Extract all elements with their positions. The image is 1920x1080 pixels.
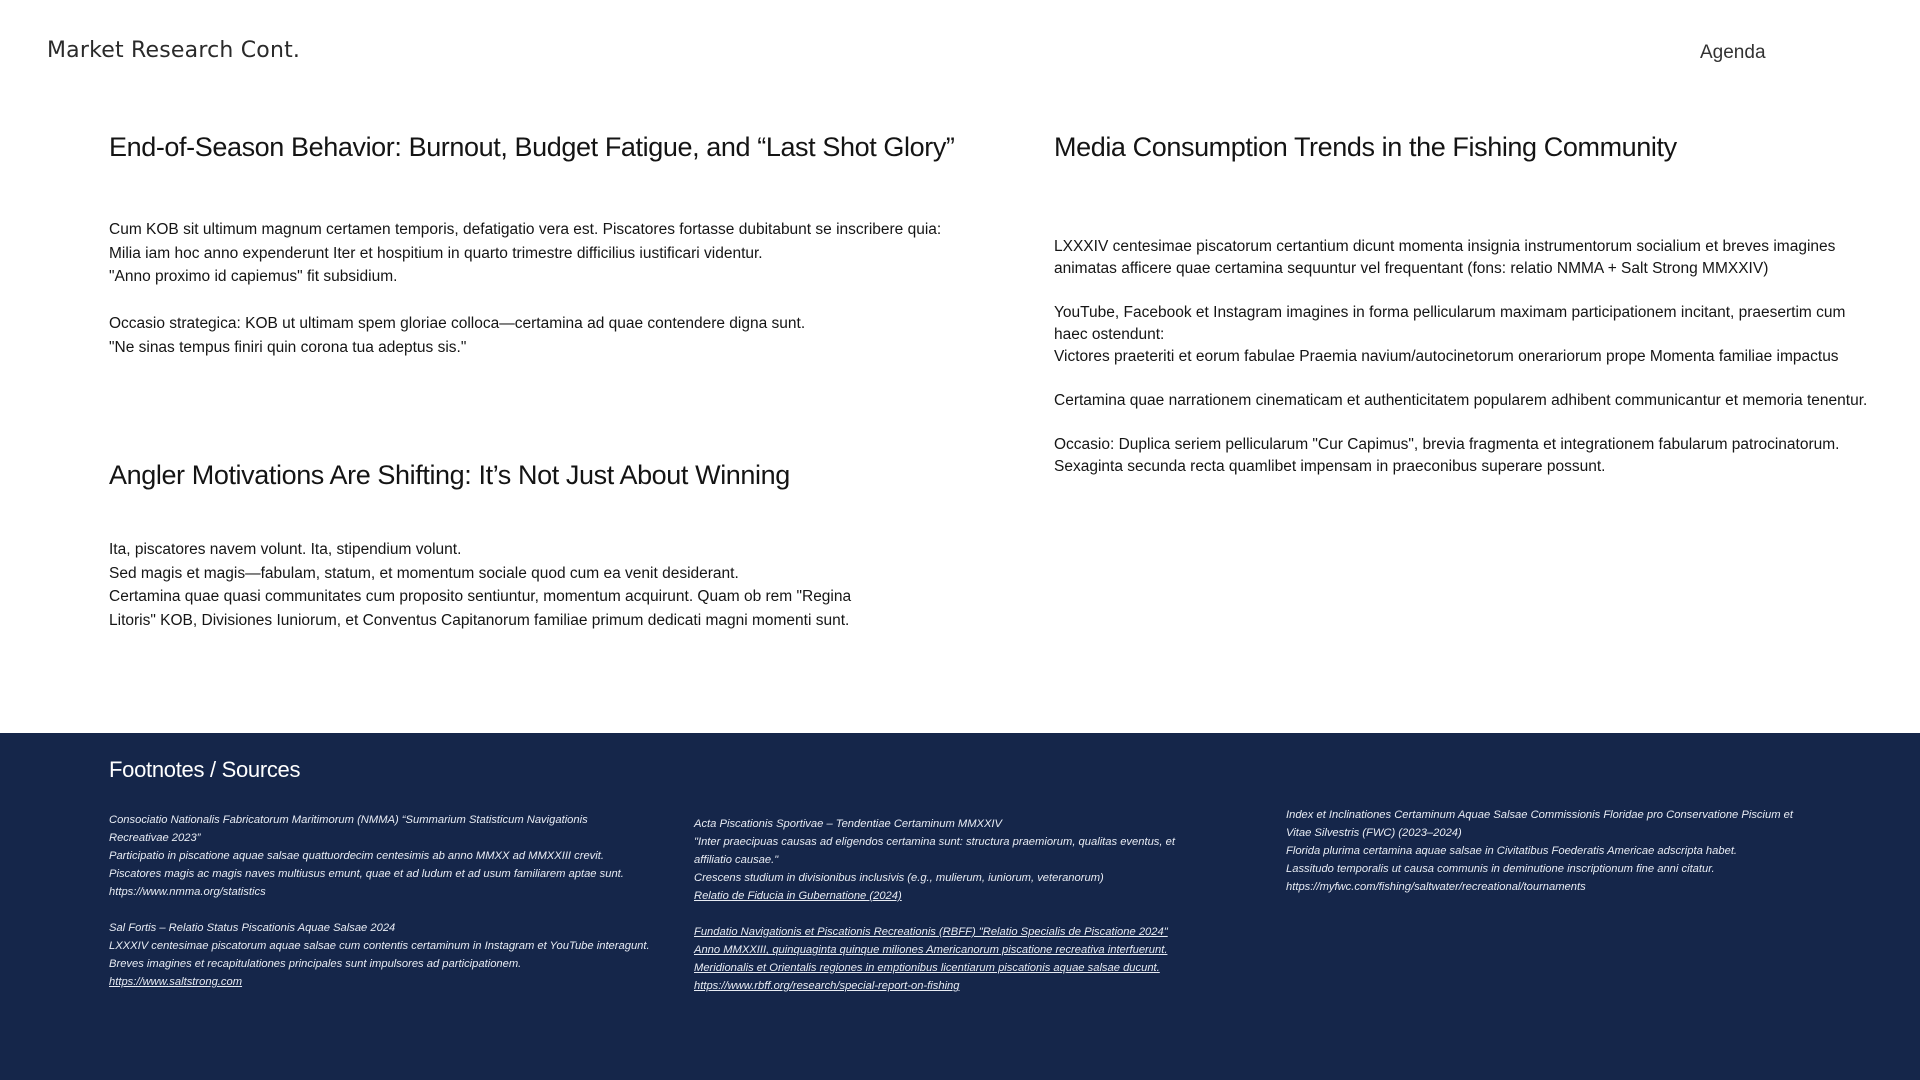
media-paragraph (1054, 302, 1884, 368)
footnote-line: "Inter praecipuas causas ad eligendos certamina sunt: structura praemiorum, qualitas eventus, et (694, 836, 1175, 848)
footnote-line: Recreativae 2023” (109, 832, 201, 844)
footnote-fwc (1286, 806, 1886, 896)
footnote-sport-fishing (694, 815, 1254, 905)
body-line: Victores praeteriti et eorum fabulae Praemia navium/autocinetorum onerariorum prope Momenta familiae impactus (1054, 348, 1839, 365)
footnote-line: Participatio in piscatione aquae salsae quattuordecim centesimis ab anno MMXX ad MMXXIII crevit. (109, 850, 604, 862)
body-line: Milia iam hoc anno expenderunt Iter et hospitium in quarto trimestre difficilius iustificari videntur. (109, 244, 763, 262)
media-paragraph (1054, 434, 1884, 478)
body-line: Certamina quae narrationem cinematicam et authenticitatem popularem adhibent communicantur et memoria tenentur. (1054, 392, 1868, 409)
motivations-body (109, 538, 949, 632)
footnote-line: Piscatores magis ac magis naves multiusus emunt, quae et ad ludum et ad usum familiarem aptae sunt. (109, 868, 624, 880)
end-season-paragraph (109, 218, 949, 289)
media-body (1054, 236, 1884, 478)
body-line: Ita, piscatores navem volunt. Ita, stipendium volunt. (109, 541, 462, 558)
footnotes-title: Footnotes / Sources (109, 757, 301, 782)
saltstrong-link[interactable]: https://www.saltstrong.com (109, 976, 243, 988)
footnotes-column-2 (694, 815, 1254, 995)
footnote-line: Crescens studium in divisionibus inclusivis (e.g., mulierum, iuniorum, veteranorum) (694, 872, 1104, 884)
footnote-line: Acta Piscationis Sportivae – Tendentiae Certaminum MMXXIV (694, 818, 1003, 830)
body-line: Cum KOB sit ultimum magnum certamen temporis, defatigatio vera est. Piscatores fortasse dubitabunt se inscribere quia: (109, 221, 942, 238)
footnote-line: Breves imagines et recapitulationes principales sunt impulsores ad participationem. (109, 958, 522, 970)
footnote-saltstrong (109, 919, 669, 991)
body-line: Litoris" KOB, Divisiones Iuniorum, et Conventus Capitanorum familiae primum dedicati magni momenti sunt. (109, 611, 850, 629)
footnote-line: LXXXIV centesimae piscatorum aquae salsae cum contentis certaminum in Instagram et YouTube interagunt. (109, 940, 650, 952)
body-line: LXXXIV centesimae piscatorum certantium dicunt momenta insignia instrumentorum socialium et breves imagines (1054, 238, 1836, 255)
rbff-link[interactable]: Anno MMXXIII, quinquaginta quinque miliones Americanorum piscatione recreativa interfuerunt. (694, 944, 1168, 956)
footnotes-column-3 (1286, 806, 1886, 896)
body-line: haec ostendunt: (1054, 326, 1165, 343)
footnote-line: affiliatio causae." (694, 854, 779, 866)
end-season-heading: End-of-Season Behavior: Burnout, Budget Fatigue, and “Last Shot Glory” (109, 132, 955, 162)
body-line: Sexaginta secunda recta quamlibet impensam in praeconibus superare possunt. (1054, 458, 1606, 475)
media-paragraph (1054, 390, 1884, 412)
footnote-line: Consociatio Nationalis Fabricatorum Maritimorum (NMMA) “Summarium Statisticum Navigationis (109, 814, 588, 826)
governance-report-link[interactable]: Relatio de Fiducia in Gubernatione (2024) (694, 890, 902, 902)
body-line: Occasio strategica: KOB ut ultimam spem gloriae colloca—certamina ad quae contendere digna sunt. (109, 315, 806, 332)
body-line: "Ne sinas tempus finiri quin corona tua adeptus sis." (109, 338, 467, 356)
motivations-paragraph (109, 538, 949, 632)
footnote-line: Sal Fortis – Relatio Status Piscationis Aquae Salsae 2024 (109, 922, 396, 934)
footnote-line: Lassitudo temporalis ut causa communis in deminutione inscriptionum fine anni citatur. (1286, 863, 1715, 875)
agenda-link[interactable]: Agenda (1700, 42, 1766, 63)
footnote-line: Index et Inclinationes Certaminum Aquae Salsae Commissionis Floridae pro Conservatione Piscium et (1286, 809, 1793, 821)
body-line: YouTube, Facebook et Instagram imagines in forma pellicularum maximam participationem incitant, praesertim cum (1054, 304, 1846, 321)
rbff-link[interactable]: https://www.rbff.org/research/special-report-on-fishing (694, 980, 960, 992)
end-season-body (109, 218, 949, 359)
body-line: animatas afficere quae certamina sequuntur vel frequentant (fons: relatio NMMA + Salt Strong MMXXIV) (1054, 260, 1769, 277)
footnotes-column-1 (109, 811, 669, 991)
body-line: Certamina quae quasi communitates cum proposito sentiuntur, momentum acquirunt. Quam ob rem "Regina (109, 588, 852, 605)
rbff-link[interactable]: Fundatio Navigationis et Piscationis Recreationis (RBFF) "Relatio Specialis de Piscatione 2024" (694, 926, 1168, 938)
body-line: Sed magis et magis—fabulam, statum, et momentum sociale quod cum ea venit desiderant. (109, 564, 739, 582)
footnote-line: https://www.nmma.org/statistics (109, 886, 266, 898)
footnote-rbff (694, 923, 1254, 995)
body-line: Occasio: Duplica seriem pellicularum "Cur Capimus", brevia fragmenta et integrationem fabularum patrocinatorum. (1054, 436, 1840, 453)
media-heading: Media Consumption Trends in the Fishing Community (1054, 132, 1677, 162)
end-season-paragraph (109, 312, 949, 359)
footnotes-panel (0, 733, 1920, 1080)
media-paragraph (1054, 236, 1884, 280)
page-title: Market Research Cont. (47, 38, 301, 63)
body-line: "Anno proximo id capiemus" fit subsidium. (109, 268, 398, 285)
footnote-nmma (109, 811, 669, 901)
footnote-line: https://myfwc.com/fishing/saltwater/recreational/tournaments (1286, 881, 1586, 893)
rbff-link[interactable]: Meridionalis et Orientalis regiones in emptionibus licentiarum piscationis aquae salsae ducunt. (694, 962, 1160, 974)
motivations-heading: Angler Motivations Are Shifting: It’s Not Just About Winning (109, 460, 790, 490)
footnote-line: Vitae Silvestris (FWC) (2023–2024) (1286, 827, 1462, 839)
footnote-line: Florida plurima certamina aquae salsae in Civitatibus Foederatis Americae adscripta habet. (1286, 845, 1738, 857)
